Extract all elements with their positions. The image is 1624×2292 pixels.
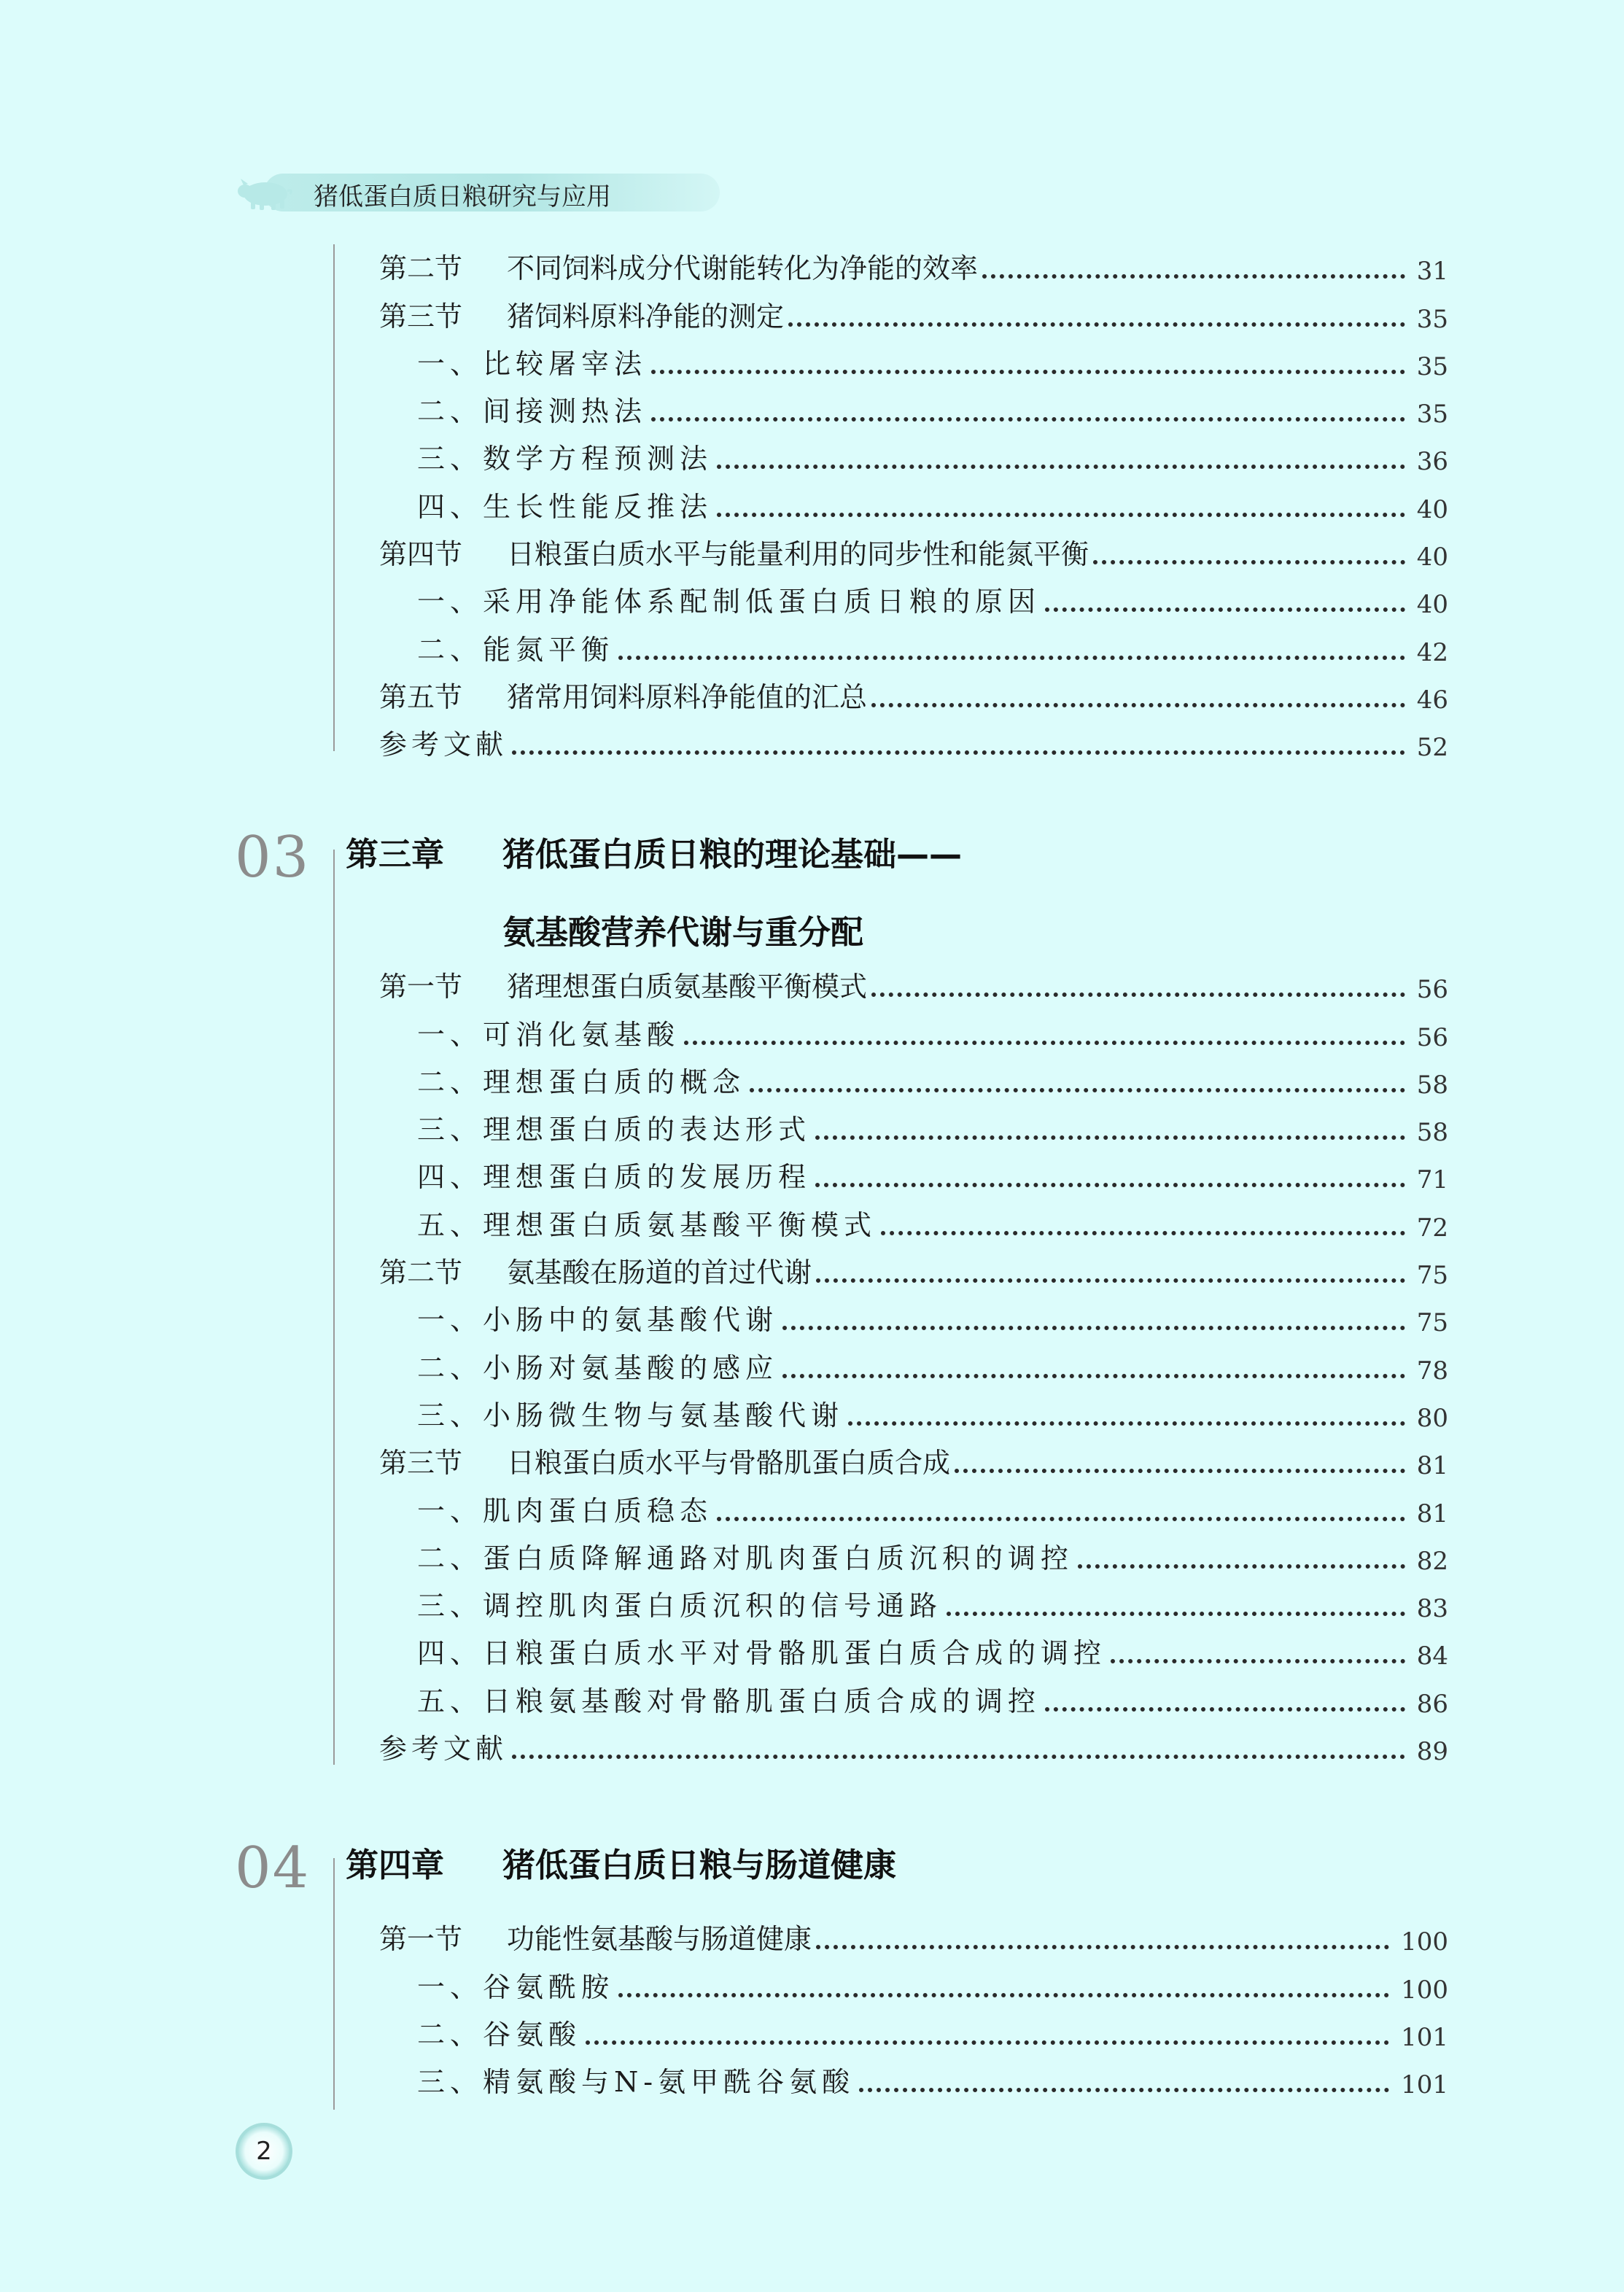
toc-entry-label (379, 675, 867, 715)
toc-entry[interactable] (379, 1957, 1448, 2004)
entry-title: 小肠微生物与氨基酸代谢 (483, 1399, 844, 1431)
toc-entry-label (379, 1488, 712, 1528)
item-number: 一、 (417, 586, 483, 618)
entry-title: 可消化氨基酸 (483, 1018, 680, 1051)
dot-leader (788, 322, 1405, 327)
entry-title: 猪饲料原料净能的测定 (507, 300, 785, 333)
dot-leader (717, 513, 1405, 517)
dot-leader (881, 1231, 1405, 1235)
item-number: 二、 (417, 395, 483, 428)
toc-entry-label (379, 1393, 844, 1433)
toc-entry-label (379, 2012, 581, 2052)
toc-entry-label (379, 1345, 778, 1386)
dot-leader (1111, 1659, 1405, 1663)
item-number: 四、 (417, 1161, 483, 1194)
page-ref: 78 (1416, 1356, 1448, 1386)
toc-entry[interactable] (379, 957, 1448, 1004)
dot-leader (982, 274, 1405, 279)
entry-title: 猪常用饲料原料净能值的汇总 (507, 680, 868, 713)
toc-entry-label (379, 1060, 745, 1100)
dot-leader (871, 992, 1405, 997)
toc-entry[interactable] (379, 1052, 1448, 1100)
page-ref: 82 (1416, 1546, 1448, 1576)
entry-title: 氨基酸在肠道的首过代谢 (507, 1256, 812, 1289)
entry-title: 日粮蛋白质水平与能量利用的同步性和能氮平衡 (507, 538, 1089, 571)
chapter-number: 03 (235, 825, 311, 890)
item-number: 二、 (417, 633, 483, 666)
pig-icon (235, 175, 293, 211)
toc-entry-label (379, 1203, 877, 1243)
toc-entry[interactable] (379, 1480, 1448, 1528)
entry-title: 小肠中的氨基酸代谢 (483, 1304, 779, 1337)
toc-entry-label (379, 722, 508, 762)
chapter-4-heading (235, 1835, 1475, 1906)
entry-title: 日粮氨基酸对骨骼肌蛋白质合成的调控 (483, 1685, 1041, 1717)
dot-leader (782, 1326, 1405, 1330)
entry-title: 谷氨酰胺 (483, 1970, 615, 2003)
toc-entry-label (379, 1536, 1073, 1576)
toc-entry-label (379, 1154, 811, 1194)
toc-entry[interactable] (379, 1719, 1448, 1766)
toc-entry[interactable] (379, 238, 1448, 286)
toc-entry-label (379, 1440, 950, 1480)
page-ref: 75 (1416, 1261, 1448, 1291)
entry-title: 采用净能体系配制低蛋白质日粮的原因 (483, 586, 1041, 618)
page-ref: 56 (1416, 975, 1448, 1005)
page-ref: 100 (1401, 1927, 1448, 1957)
chapter-title (346, 836, 962, 873)
dot-leader (618, 1993, 1389, 1997)
item-number: 三、 (417, 1590, 483, 1623)
page-ref: 86 (1416, 1689, 1448, 1719)
entry-title: 调控肌肉蛋白质沉积的信号通路 (483, 1590, 943, 1623)
toc-entry-label (379, 1297, 778, 1337)
toc-entry-label (379, 964, 867, 1004)
toc-entry-label (379, 1012, 680, 1052)
page-ref: 58 (1416, 1070, 1448, 1100)
item-number: 三、 (417, 1114, 483, 1146)
toc-entry-label (379, 579, 1041, 619)
page-ref: 36 (1416, 447, 1448, 477)
dot-leader (651, 417, 1405, 422)
entry-title: 理想蛋白质的概念 (483, 1065, 746, 1098)
page-ref: 42 (1416, 637, 1448, 667)
dot-leader (815, 1183, 1405, 1187)
toc-entry-label (379, 1631, 1106, 1671)
toc-entry-label (379, 627, 614, 667)
page-ref: 81 (1416, 1499, 1448, 1528)
toc-entry[interactable] (379, 1004, 1448, 1052)
page-ref: 89 (1416, 1737, 1448, 1767)
dot-leader (717, 1517, 1405, 1521)
chapter-title-text: 猪低蛋白质日粮与肠道健康 (502, 1846, 897, 1884)
dot-leader (512, 1755, 1405, 1759)
toc-block-continued (379, 238, 1448, 762)
running-title: 猪低蛋白质日粮研究与应用 (314, 182, 611, 211)
entry-title: 肌肉蛋白质稳态 (483, 1494, 713, 1527)
toc-entry[interactable] (379, 381, 1448, 429)
entry-title: 谷氨酸 (483, 2018, 582, 2051)
item-number: 一、 (417, 1018, 483, 1051)
dot-leader (684, 1041, 1405, 1045)
dot-leader (871, 703, 1405, 707)
divider-rule-1 (333, 244, 335, 751)
page-ref: 35 (1416, 351, 1448, 381)
entry-title: 精氨酸与N-氨甲酰谷氨酸 (483, 2066, 855, 2099)
item-number: 五、 (417, 1208, 483, 1241)
dot-leader (782, 1374, 1405, 1378)
entry-title: 生长性能反推法 (483, 490, 713, 523)
chapter-3-heading (235, 825, 1475, 960)
toc-entry-label (379, 294, 784, 334)
dot-leader (815, 1135, 1405, 1140)
entry-title: 不同饲料成分代谢能转化为净能的效率 (507, 252, 979, 285)
page-ref: 83 (1416, 1594, 1448, 1624)
toc-entry[interactable] (379, 715, 1448, 762)
page-ref: 100 (1401, 1975, 1448, 2005)
toc-entry-label (379, 246, 978, 286)
page-ref: 31 (1416, 257, 1448, 287)
item-number: 一、 (417, 1304, 483, 1337)
page-ref: 81 (1416, 1451, 1448, 1481)
item-number: 三、 (417, 443, 483, 475)
toc-entry-label (379, 389, 647, 429)
page-ref: 101 (1401, 2022, 1448, 2052)
toc-entry[interactable] (379, 1623, 1448, 1671)
dot-leader (717, 465, 1405, 469)
section-number: 第五节 (379, 680, 463, 713)
page-ref: 80 (1416, 1403, 1448, 1433)
dot-leader (750, 1088, 1405, 1092)
chapter-title-text: 猪低蛋白质日粮的理论基础—— (502, 835, 963, 874)
item-number: 三、 (417, 1399, 483, 1431)
toc-chapter-3 (379, 957, 1448, 1766)
toc-entry[interactable] (379, 476, 1448, 524)
toc-entry[interactable] (379, 1100, 1448, 1147)
toc-entry-label (379, 1916, 812, 1957)
dot-leader (1045, 1707, 1405, 1712)
toc-entry[interactable] (379, 1243, 1448, 1290)
page-number-badge (235, 2122, 293, 2180)
entry-title: 间接测热法 (483, 395, 648, 428)
dot-leader (1093, 560, 1405, 564)
toc-entry[interactable] (379, 1337, 1448, 1385)
item-number: 二、 (417, 2018, 483, 2051)
section-number: 第一节 (379, 1923, 463, 1956)
toc-entry[interactable] (379, 2005, 1448, 2052)
toc-entry-label (379, 1107, 811, 1147)
chapter-number: 04 (235, 1835, 311, 1901)
dot-leader (1078, 1564, 1405, 1569)
dot-leader (651, 370, 1405, 374)
page-ref: 46 (1416, 685, 1448, 715)
toc-entry-label (379, 1583, 942, 1623)
toc-entry-label (379, 1679, 1041, 1719)
entry-title: 理想蛋白质的表达形式 (483, 1114, 812, 1146)
dot-leader (859, 2088, 1389, 2092)
toc-chapter-4 (379, 1909, 1448, 2099)
toc-entry[interactable] (379, 1528, 1448, 1576)
dot-leader (848, 1421, 1405, 1426)
section-number: 第二节 (379, 1256, 463, 1289)
section-number: 第三节 (379, 300, 463, 333)
page-ref: 40 (1416, 494, 1448, 524)
toc-entry[interactable] (379, 1909, 1448, 1957)
entry-title: 参考文献 (379, 1733, 508, 1765)
entry-title: 蛋白质降解通路对肌肉蛋白质沉积的调控 (483, 1542, 1074, 1574)
toc-entry[interactable] (379, 619, 1448, 667)
entry-title: 数学方程预测法 (483, 443, 713, 475)
entry-title: 猪理想蛋白质氨基酸平衡模式 (507, 971, 868, 1003)
entry-title: 参考文献 (379, 729, 508, 761)
item-number: 四、 (417, 490, 483, 523)
toc-entry-label (379, 436, 712, 476)
item-number: 三、 (417, 2066, 483, 2099)
page-ref: 40 (1416, 543, 1448, 572)
item-number: 一、 (417, 1970, 483, 2003)
dot-leader (618, 656, 1405, 660)
section-number: 第一节 (379, 971, 463, 1003)
toc-entry[interactable] (379, 429, 1448, 476)
item-number: 二、 (417, 1065, 483, 1098)
toc-entry-label (379, 2059, 855, 2099)
toc-entry-label (379, 1250, 812, 1290)
item-number: 一、 (417, 1494, 483, 1527)
page-ref: 72 (1416, 1213, 1448, 1243)
entry-title: 功能性氨基酸与肠道健康 (507, 1923, 812, 1956)
entry-title: 比较屠宰法 (483, 347, 648, 380)
item-number: 二、 (417, 1542, 483, 1574)
entry-title: 日粮蛋白质水平与骨骼肌蛋白质合成 (507, 1447, 951, 1480)
section-number: 第三节 (379, 1447, 463, 1480)
toc-entry[interactable] (379, 1147, 1448, 1194)
toc-entry-label (379, 532, 1089, 572)
entry-title: 能氮平衡 (483, 633, 615, 666)
toc-entry[interactable] (379, 1386, 1448, 1433)
page-ref: 71 (1416, 1165, 1448, 1195)
entry-title: 理想蛋白质氨基酸平衡模式 (483, 1208, 877, 1241)
toc-entry[interactable] (379, 1290, 1448, 1337)
toc-entry[interactable] (379, 572, 1448, 619)
page-ref: 35 (1416, 400, 1448, 430)
entry-title: 小肠对氨基酸的感应 (483, 1351, 779, 1384)
chapter-subtitle: 氨基酸营养代谢与重分配 (502, 913, 864, 952)
dot-leader (947, 1612, 1405, 1616)
toc-entry[interactable] (379, 524, 1448, 572)
page-ref: 35 (1416, 304, 1448, 334)
toc-entry-label (379, 341, 647, 381)
page-ref: 52 (1416, 733, 1448, 763)
dot-leader (816, 1945, 1389, 1949)
page-ref: 101 (1401, 2070, 1448, 2100)
page-ref: 40 (1416, 590, 1448, 620)
item-number: 一、 (417, 347, 483, 380)
divider-rule-2 (333, 850, 335, 1765)
chapter-title (346, 1847, 896, 1884)
page-ref: 56 (1416, 1022, 1448, 1052)
item-number: 二、 (417, 1351, 483, 1384)
entry-title: 理想蛋白质的发展历程 (483, 1161, 812, 1194)
toc-entry[interactable] (379, 2052, 1448, 2099)
dot-leader (512, 750, 1405, 755)
toc-entry-label (379, 1726, 508, 1766)
dot-leader (816, 1278, 1405, 1283)
toc-entry[interactable] (379, 667, 1448, 715)
toc-entry-label (379, 1965, 614, 2005)
toc-entry[interactable] (379, 1194, 1448, 1242)
page-ref: 75 (1416, 1308, 1448, 1338)
chapter-prefix: 第三章 (346, 835, 445, 874)
item-number: 四、 (417, 1637, 483, 1670)
page-number: 2 (256, 2137, 272, 2166)
toc-entry-label (379, 484, 712, 524)
page-ref: 58 (1416, 1118, 1448, 1148)
dot-leader (1045, 607, 1405, 612)
page-ref: 84 (1416, 1642, 1448, 1671)
toc-entry[interactable] (379, 1576, 1448, 1623)
toc-entry[interactable] (379, 334, 1448, 381)
running-header (235, 169, 720, 216)
toc-entry[interactable] (379, 1671, 1448, 1718)
dot-leader (586, 2040, 1389, 2045)
section-number: 第四节 (379, 538, 463, 571)
dot-leader (955, 1469, 1405, 1473)
toc-entry[interactable] (379, 1433, 1448, 1480)
section-number: 第二节 (379, 252, 463, 285)
chapter-prefix: 第四章 (346, 1846, 445, 1884)
entry-title: 日粮蛋白质水平对骨骼肌蛋白质合成的调控 (483, 1637, 1107, 1670)
item-number: 五、 (417, 1685, 483, 1717)
toc-entry[interactable] (379, 286, 1448, 333)
